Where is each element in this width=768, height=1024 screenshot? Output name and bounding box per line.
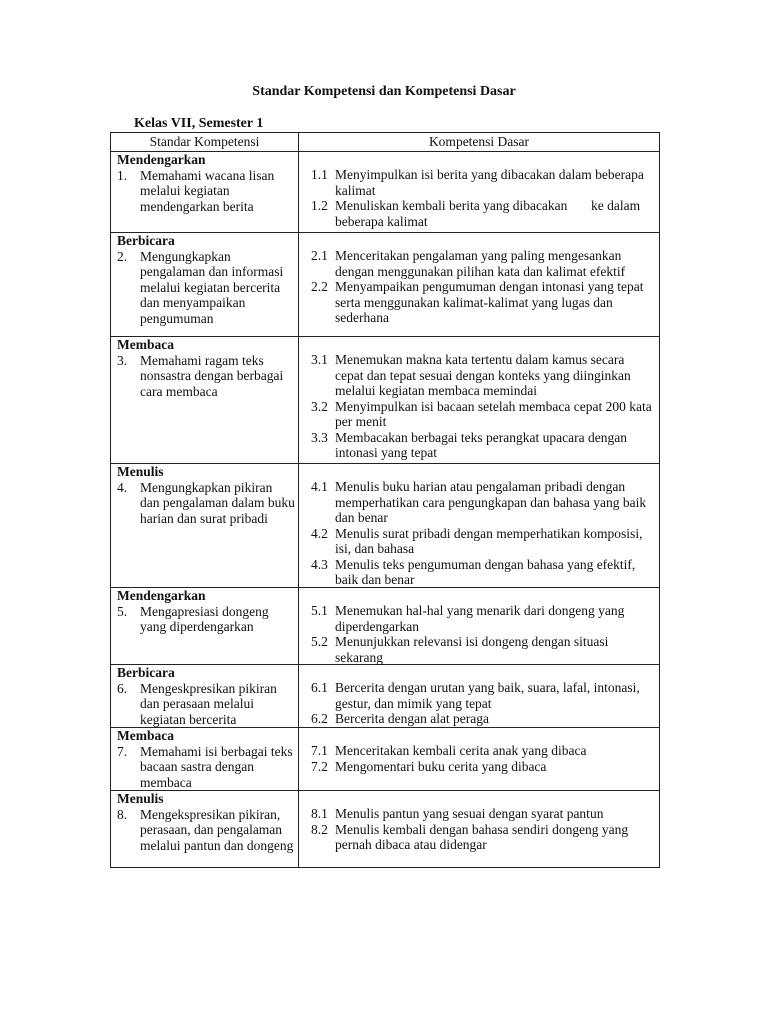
table-header <box>111 133 659 152</box>
kd-item <box>311 557 655 588</box>
kd-item <box>311 634 655 665</box>
kd-number: 8.1 <box>311 806 328 821</box>
sk-text: Mengapresiasi dongeng yang diperdengarkan <box>140 603 269 634</box>
sk-item <box>117 353 295 400</box>
kd-item <box>311 822 655 853</box>
kd-item <box>311 479 655 526</box>
kd-item <box>311 430 655 461</box>
kd-item <box>311 806 655 822</box>
sk-text: Mengungkapkan pikiran dan pengalaman dalam buku harian dan surat pribadi <box>140 479 295 526</box>
sk-text: Memahami wacana lisan melalui kegiatan mendengarkan berita <box>140 167 275 214</box>
sk-number: 1. <box>117 167 128 183</box>
kd-number: 4.3 <box>311 556 328 572</box>
kompetensi-dasar-cell <box>311 248 655 326</box>
sk-number: 7. <box>117 743 128 759</box>
category-heading: Berbicara <box>117 233 175 248</box>
kd-number: 6.2 <box>311 711 328 726</box>
table-row <box>111 791 659 868</box>
sk-item <box>117 681 295 728</box>
class-semester-label: Kelas VII, Semester 1 <box>134 116 264 131</box>
kd-text: Menceritakan kembali cerita anak yang dibaca <box>335 743 587 758</box>
kd-number: 4.1 <box>311 479 328 494</box>
sk-text: Memahami ragam teks nonsastra dengan berbagai cara membaca <box>140 352 284 399</box>
standar-kompetensi-cell <box>117 337 295 399</box>
kd-number: 1.1 <box>311 167 328 182</box>
competency-table <box>110 132 660 868</box>
kd-item <box>311 526 655 557</box>
kd-text: Membacakan berbagai teks perangkat upacara dengan intonasi yang tepat <box>335 429 631 460</box>
kd-item <box>311 743 655 759</box>
kd-text: Menulis buku harian atau pengalaman pribadi dengan memperhatikan cara pengungkapan dan bahasa yang baik dan benar <box>335 479 650 525</box>
kompetensi-dasar-cell <box>311 352 655 461</box>
kompetensi-dasar-cell <box>311 806 655 853</box>
kompetensi-dasar-cell <box>311 167 655 229</box>
kompetensi-dasar-cell <box>311 603 655 665</box>
kd-item <box>311 279 655 326</box>
kd-number: 3.1 <box>311 352 328 367</box>
kd-number: 6.1 <box>311 680 328 695</box>
sk-number: 4. <box>117 479 128 495</box>
table-row <box>111 337 659 464</box>
sk-number: 6. <box>117 680 128 696</box>
sk-number: 5. <box>117 603 128 619</box>
category-heading: Menulis <box>117 464 164 479</box>
standar-kompetensi-cell <box>117 791 295 853</box>
standar-kompetensi-cell <box>117 728 295 790</box>
sk-text: Mengeskpresikan pikiran dan perasaan melalui kegiatan bercerita <box>140 680 277 727</box>
kd-text: Menyimpulkan isi bacaan setelah membaca cepat 200 kata per menit <box>335 398 656 429</box>
table-row <box>111 588 659 665</box>
kd-text: Menulis teks pengumuman dengan bahasa yang efektif, baik dan benar <box>335 556 639 587</box>
category-heading: Mendengarkan <box>117 152 206 167</box>
kd-number: 5.2 <box>311 634 328 649</box>
kd-text: Menulis surat pribadi dengan memperhatikan komposisi, isi, dan bahasa <box>335 525 646 556</box>
sk-item <box>117 744 295 791</box>
category-heading: Mendengarkan <box>117 588 206 603</box>
category-heading: Membaca <box>117 337 174 352</box>
table-row <box>111 152 659 233</box>
table-row <box>111 233 659 337</box>
category-heading: Berbicara <box>117 665 175 680</box>
page-title: Standar Kompetensi dan Kompetensi Dasar <box>252 84 516 99</box>
header-standar-kompetensi: Standar Kompetensi <box>149 134 260 149</box>
kd-text: Menunjukkan relevansi isi dongeng dengan situasi sekarang <box>335 634 612 665</box>
sk-text: Memahami isi berbagai teks bacaan sastra dengan membaca <box>140 743 293 790</box>
kd-item <box>311 603 655 634</box>
kd-number: 4.2 <box>311 525 328 541</box>
kd-text: Menulis pantun yang sesuai dengan syarat pantun <box>335 806 604 821</box>
standar-kompetensi-cell <box>117 233 295 326</box>
kd-number: 2.1 <box>311 248 328 263</box>
sk-text: Mengekspresikan pikiran, perasaan, dan pengalaman melalui pantun dan dongeng <box>140 806 294 853</box>
kd-number: 1.2 <box>311 198 328 213</box>
kd-text: Menyampaikan pengumuman dengan intonasi yang tepat serta menggunakan kalimat-kalimat yang lugas dan sederhana <box>335 279 647 325</box>
kompetensi-dasar-cell <box>311 680 655 727</box>
kd-item <box>311 198 655 229</box>
sk-item <box>117 168 295 215</box>
kd-text: Menemukan hal-hal yang menarik dari dongeng yang diperdengarkan <box>335 603 628 634</box>
sk-number: 8. <box>117 806 128 822</box>
table-row <box>111 665 659 728</box>
standar-kompetensi-cell <box>117 588 295 635</box>
kd-text: Bercerita dengan alat peraga <box>335 711 490 726</box>
header-kompetensi-dasar: Kompetensi Dasar <box>428 134 530 149</box>
kd-item <box>311 759 655 775</box>
category-heading: Menulis <box>117 791 164 806</box>
kd-text: Menyimpulkan isi berita yang dibacakan dalam beberapa kalimat <box>335 167 648 198</box>
kompetensi-dasar-cell <box>311 743 655 774</box>
kd-item <box>311 399 655 430</box>
kd-text: Menemukan makna kata tertentu dalam kamus secara cepat dan tepat sesuai dengan konteks yang diinginkan melalui kegiatan membaca memindai <box>335 352 635 398</box>
kd-item <box>311 248 655 279</box>
table-row <box>111 464 659 588</box>
kd-number: 3.2 <box>311 398 328 414</box>
sk-item <box>117 249 295 327</box>
kd-text: Mengomentari buku cerita yang dibaca <box>335 758 547 774</box>
sk-item <box>117 480 295 527</box>
kd-text: Menuliskan kembali berita yang dibacakan ke dalam beberapa kalimat <box>335 198 644 229</box>
category-heading: Membaca <box>117 728 174 743</box>
kd-number: 7.1 <box>311 743 328 758</box>
kd-item <box>311 167 655 198</box>
kd-text: Menulis kembali dengan bahasa sendiri dongeng yang pernah dibaca atau didengar <box>335 821 632 852</box>
kd-number: 7.2 <box>311 758 328 774</box>
kd-number: 5.1 <box>311 603 328 618</box>
kd-text: Bercerita dengan urutan yang baik, suara, lafal, intonasi, gestur, dan mimik yang tepat <box>335 680 644 711</box>
kd-number: 2.2 <box>311 279 328 294</box>
standar-kompetensi-cell <box>117 152 295 214</box>
kd-number: 3.3 <box>311 429 328 445</box>
sk-number: 2. <box>117 248 128 264</box>
kd-number: 8.2 <box>311 821 328 837</box>
kd-item <box>311 352 655 399</box>
standar-kompetensi-cell <box>117 665 295 727</box>
sk-number: 3. <box>117 352 128 368</box>
sk-item <box>117 807 295 854</box>
kompetensi-dasar-cell <box>311 479 655 588</box>
kd-item <box>311 711 655 727</box>
sk-item <box>117 604 295 635</box>
sk-text: Mengungkapkan pengalaman dan informasi melalui kegiatan bercerita dan menyampaikan pengumuman <box>140 248 284 326</box>
kd-text: Menceritakan pengalaman yang paling mengesankan dengan menggunakan pilihan kata dan kalimat efektif <box>335 248 626 279</box>
kd-item <box>311 680 655 711</box>
table-row <box>111 728 659 791</box>
standar-kompetensi-cell <box>117 464 295 526</box>
